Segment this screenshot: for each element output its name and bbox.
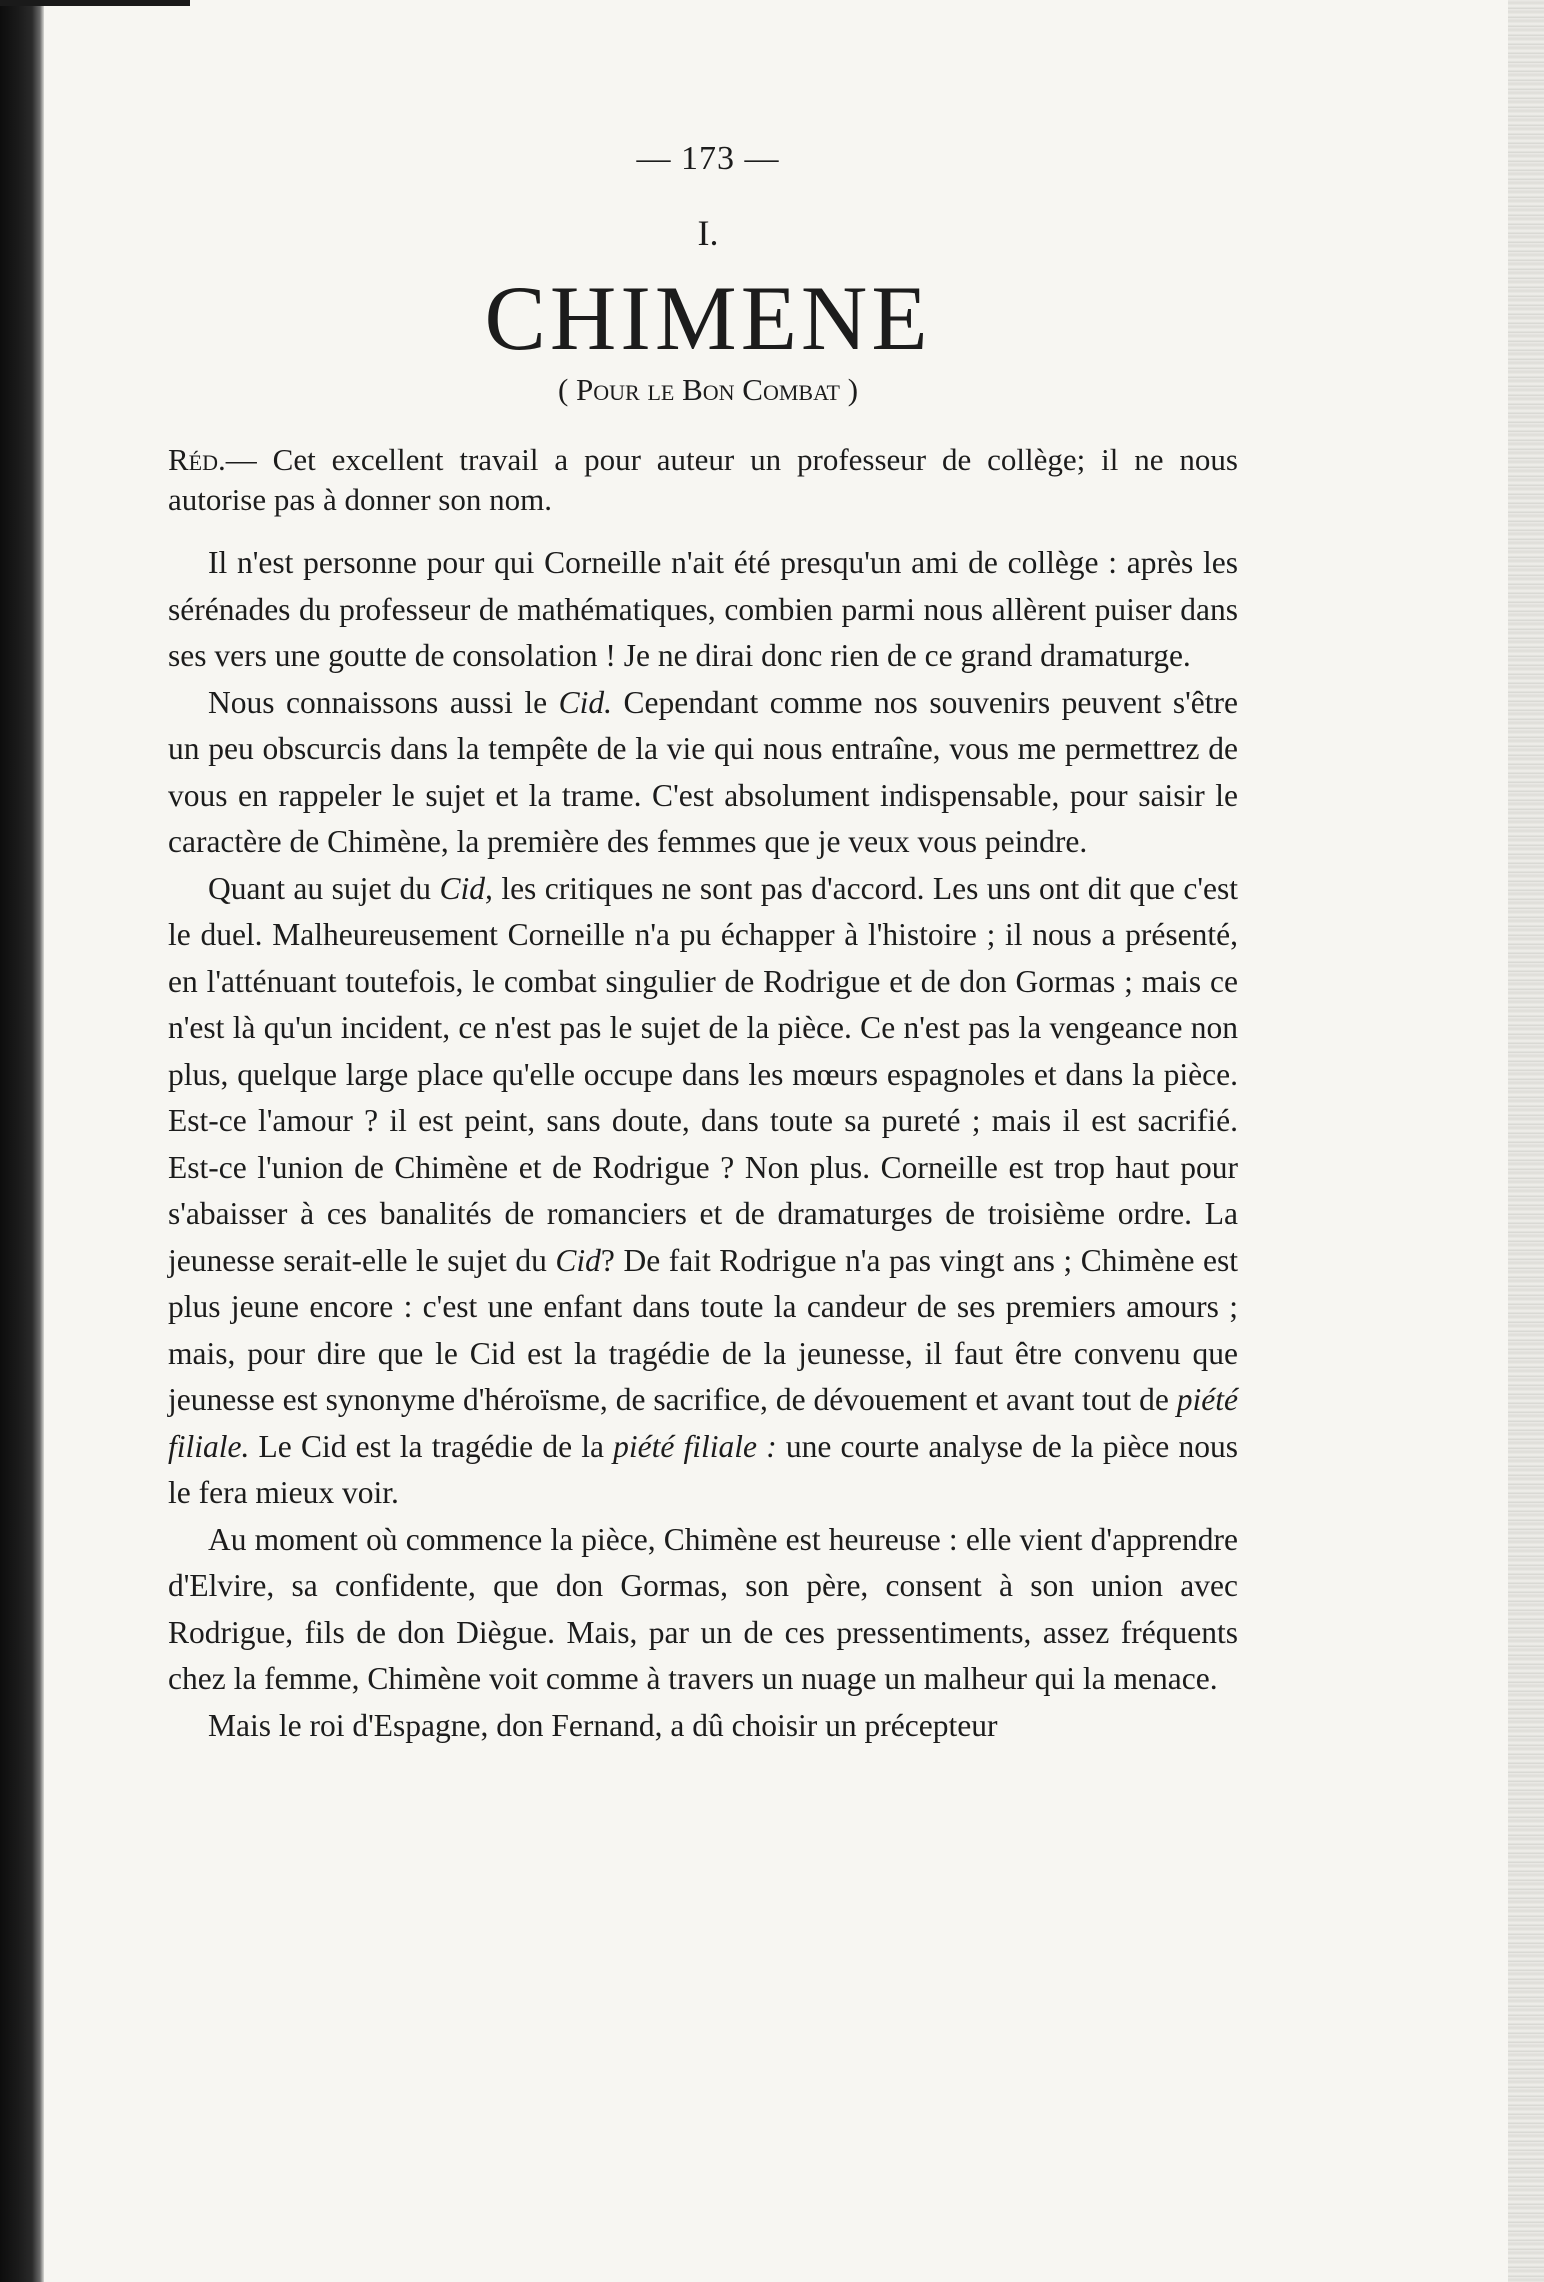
editor-note-label: Réd.— [168, 442, 257, 477]
text-run: Cependant comme nos souvenirs peuvent s'être un peu obscurcis dans la tempête de la vie qui nous entraîne, vous me permettrez de vous en rappeler le sujet et la trame. C'est absolument indispensable, pour saisir le caractère de Chimène, la première des femmes que je veux vous peindre. [168, 684, 1238, 859]
text-run: ? De fait Rodrigue n'a pas vingt ans ; Chimène est plus jeune encore : c'est une enfant dans toute la candeur de ses premiers amours ; mais, pour dire que le Cid est la tragédie de la jeunesse, il faut être convenu que jeunesse est synonyme d'héroïsme, de sacrifice, de dévouement et avant tout de [168, 1242, 1238, 1417]
text-run: Quant au sujet du [208, 870, 440, 906]
text-run: Mais le roi d'Espagne, don Fernand, a dû choisir un précepteur [208, 1707, 998, 1743]
italic-run: Cid, [439, 870, 493, 906]
subtitle: ( Pour le Bon Combat ) [557, 372, 859, 407]
paragraph-1 [168, 540, 1238, 680]
binding-edge [0, 0, 44, 2282]
page-edge [1508, 0, 1544, 2282]
paragraph-2 [168, 680, 1238, 866]
italic-run: Cid [555, 1242, 601, 1278]
text-run: Au moment où commence la pièce, Chimène est heureuse : elle vient d'apprendre d'Elvire, sa confidente, que don Gormas, son père, consent à son union avec Rodrigue, fils de don Diègue. Mais, par un de ces pressentiments, assez fréquents chez la femme, Chimène voit comme à travers un nuage un malheur qui la menace. [168, 1521, 1238, 1696]
text-run: Le Cid est la tragédie de la [249, 1428, 614, 1464]
italic-run: piété filiale. [168, 1382, 1238, 1464]
editor-note-text: Cet excellent travail a pour auteur un professeur de collège; il ne nous autorise pas à donner son nom. [168, 442, 1238, 517]
section-number: I. [697, 213, 719, 253]
text-run: Il n'est personne pour qui Corneille n'ait été presqu'un ami de collège : après les sérénades du professeur de mathématiques, combien parmi nous allèrent puiser dans ses vers une goutte de consolation ! Je ne dirai donc rien de ce grand dramaturge. [168, 545, 1238, 673]
italic-run: piété filiale : [613, 1428, 777, 1464]
text-run: les critiques ne sont pas d'accord. Les uns ont dit que c'est le duel. Malheureusement Corneille n'a pu échapper à l'histoire ; il nous a présenté, en l'atténuant toutefois, le combat singulier de Rodrigue et de don Gormas ; mais ce n'est là qu'un incident, ce n'est pas le sujet de la pièce. Ce n'est pas la vengeance non plus, quelque large place qu'elle occupe dans les mœurs espagnoles et dans la pièce. Est-ce l'amour ? il est peint, sans doute, dans toute sa pureté ; mais il est sacrifié. Est-ce l'union de Chimène et de Rodrigue ? Non plus. Corneille est trop haut pour s'abaisser à ces banalités de romanciers et de dramaturges de troisième ordre. La jeunesse serait-elle le sujet du [168, 870, 1238, 1278]
top-rule [0, 0, 190, 6]
text-run: une courte analyse de la pièce nous le fera mieux voir. [168, 1428, 1238, 1510]
paragraph-4 [168, 1517, 1238, 1703]
page-number: — 173 — [636, 140, 780, 177]
italic-run: Cid. [558, 684, 613, 720]
text-run: Nous connaissons aussi le [208, 684, 559, 720]
paragraph-5 [168, 1703, 1238, 1750]
page-title: CHIMENE [484, 267, 932, 369]
paragraph-3 [168, 866, 1238, 1517]
body-text [168, 540, 1238, 1749]
editor-note [168, 440, 1238, 520]
